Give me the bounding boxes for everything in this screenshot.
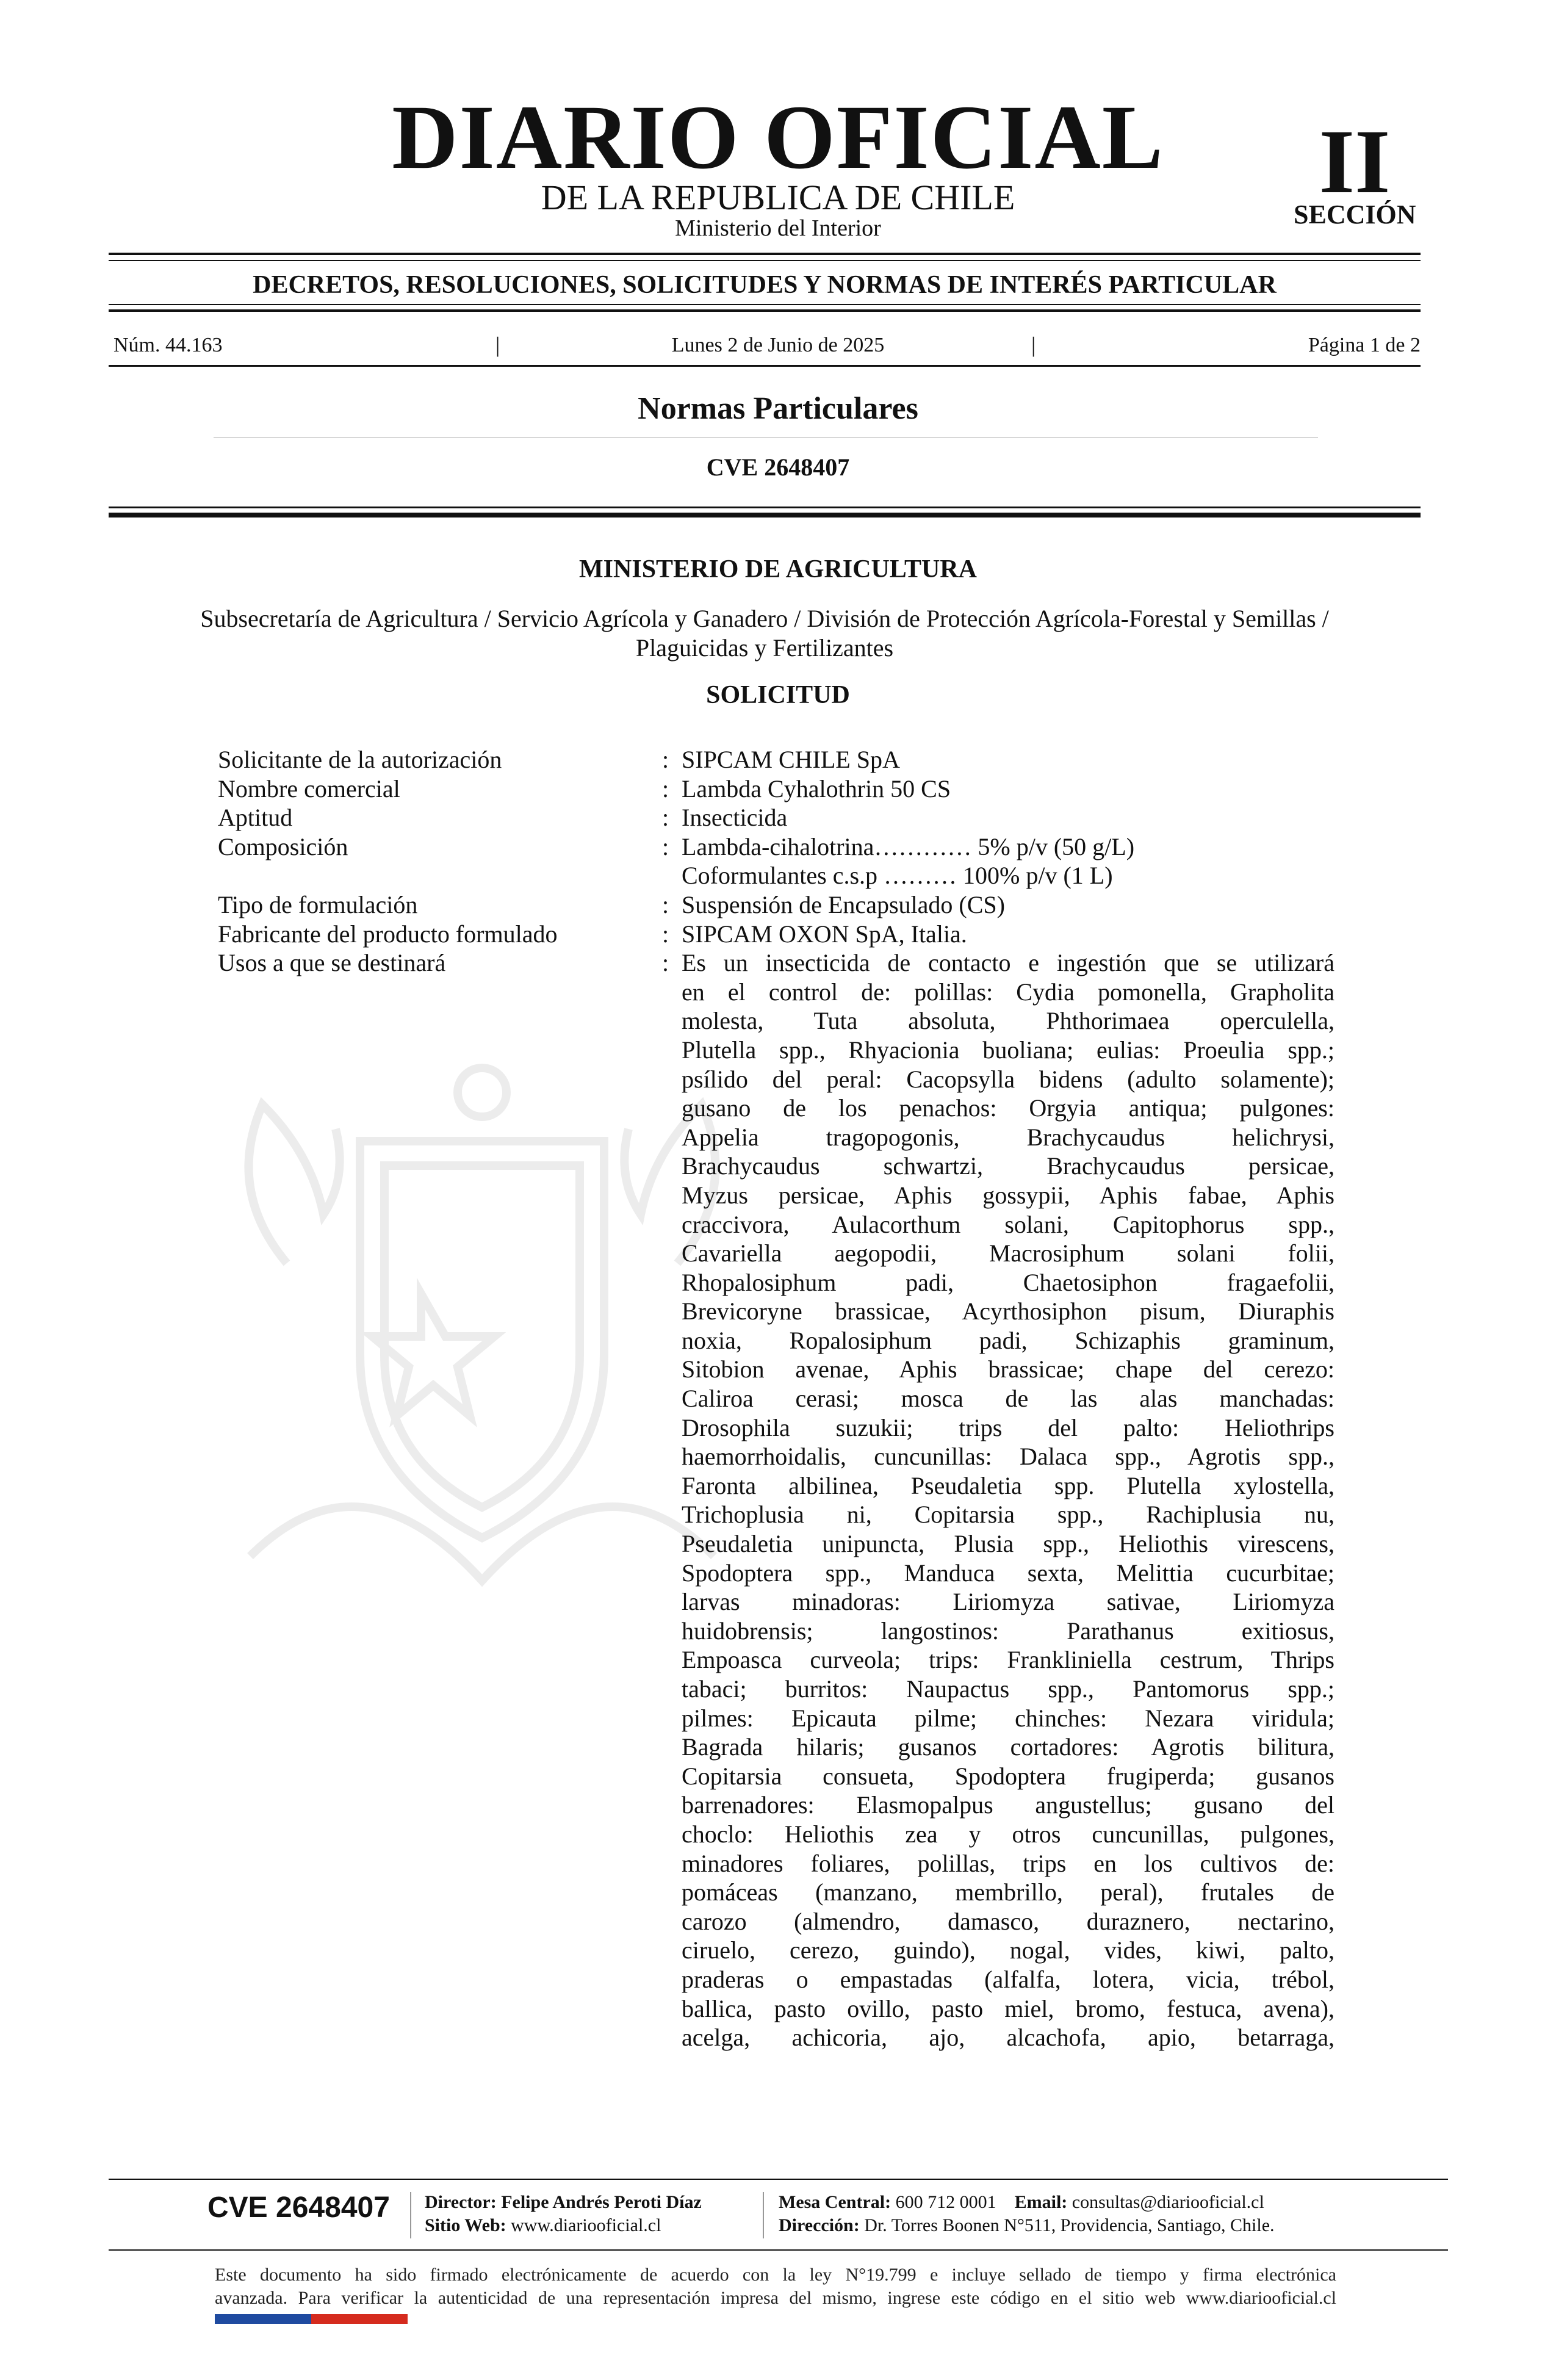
- section-number: II: [1319, 111, 1391, 212]
- uses-line: larvas minadoras: Liriomyza sativae, Liriomyza: [682, 1588, 1334, 1616]
- field-row: [218, 832, 1334, 890]
- field-colon: :: [662, 804, 669, 832]
- uses-line: Drosophila suzukii; trips del palto: Heliothrips: [682, 1413, 1334, 1441]
- composition-line: Coformulantes c.s.p ……… 100% p/v (1 L): [682, 862, 1113, 890]
- field-value: SIPCAM OXON SpA, Italia.: [682, 920, 967, 948]
- uses-line: Caliroa cerasi; mosca de las alas manchadas:: [682, 1385, 1334, 1413]
- uses-line: ciruelo, cerezo, guindo), nogal, vides, kiwi, palto,: [682, 1936, 1334, 1964]
- uses-line: noxia, Ropalosiphum padi, Schizaphis graminum,: [682, 1326, 1334, 1354]
- uses-line: Faronta albilinea, Pseudaletia spp. Plutella xylostella,: [682, 1471, 1334, 1499]
- composition-line: Lambda-cihalotrina………… 5% p/v (50 g/L): [682, 832, 1135, 860]
- field-row: [218, 803, 1334, 832]
- uses-line: Brachycaudus schwartzi, Brachycaudus persicae,: [682, 1152, 1334, 1180]
- uses-line: choclo: Heliothis zea y otros cuncunillas, pulgones,: [682, 1820, 1334, 1848]
- uses-line: tabaci; burritos: Naupactus spp., Pantomorus spp.;: [682, 1675, 1334, 1703]
- issue-separator: |: [1031, 333, 1036, 357]
- uses-line: molesta, Tuta absoluta, Phthorimaea operculella,: [682, 1007, 1334, 1035]
- uses-line: Brevicoryne brassicae, Acyrthosiphon pisum, Diuraphis: [682, 1297, 1334, 1325]
- field-label: Tipo de formulación: [218, 890, 418, 918]
- banner-divider: [109, 304, 1421, 305]
- uses-line: Copitarsia consueta, Spodoptera frugiperda; gusanos: [682, 1762, 1334, 1790]
- uses-line: praderas o empastadas (alfalfa, lotera, vicia, trébol,: [682, 1965, 1334, 1993]
- masthead-subtitle: DE LA REPUBLICA DE CHILE: [541, 178, 1015, 217]
- header-divider: [109, 507, 1421, 508]
- flag-stripe-red: [311, 2314, 408, 2324]
- agency-path-line: Subsecretaría de Agricultura / Servicio Agrícola y Ganadero / División de Protección Agrícola-Forestal y Semillas /: [200, 605, 1329, 632]
- uses-line: Cavariella aegopodii, Macrosiphum solani folii,: [682, 1239, 1334, 1268]
- uses-line: minadores foliares, polillas, trips en los cultivos de:: [682, 1849, 1334, 1877]
- issue-divider: [109, 365, 1421, 367]
- field-colon: :: [662, 920, 669, 948]
- director-name: Felipe Andrés Peroti Díaz: [501, 2192, 702, 2212]
- field-row: [218, 948, 1334, 2052]
- uses-line: Rhopalosiphum padi, Chaetosiphon fragaefolii,: [682, 1268, 1334, 1296]
- uses-line: haemorrhoidalis, cuncunillas: Dalaca spp., Agrotis spp.,: [682, 1443, 1334, 1471]
- footer-contact-left: [425, 2191, 702, 2237]
- uses-line: Pseudaletia unipuncta, Plusia spp., Heliothis virescens,: [682, 1530, 1334, 1558]
- uses-line: pomáceas (manzano, membrillo, peral), frutales de: [682, 1878, 1334, 1906]
- uses-line: pilmes: Epicauta pilme; chinches: Nezara viridula;: [682, 1704, 1334, 1732]
- field-row: [218, 745, 1334, 774]
- ministry-title: MINISTERIO DE AGRICULTURA: [579, 555, 977, 583]
- email-label: Email:: [1014, 2192, 1068, 2212]
- uses-line: Spodoptera spp., Manduca sexta, Melittia cucurbitae;: [682, 1559, 1334, 1587]
- banner-divider: [109, 309, 1421, 312]
- field-value: SIPCAM CHILE SpA: [682, 746, 900, 773]
- footer-cve-code: CVE 2648407: [207, 2191, 390, 2224]
- masthead-divider: [109, 260, 1421, 261]
- field-colon: :: [662, 746, 669, 773]
- field-value: [682, 832, 1334, 890]
- field-label: Fabricante del producto formulado: [218, 920, 558, 948]
- uses-line: barrenadores: Elasmopalpus angustellus; gusano del: [682, 1791, 1334, 1819]
- legal-notice: [215, 2263, 1336, 2310]
- footer-divider: [109, 2179, 1448, 2180]
- uses-line: Trichoplusia ni, Copitarsia spp., Rachiplusia nu,: [682, 1501, 1334, 1529]
- masthead-title: DIARIO OFICIAL: [392, 87, 1164, 188]
- agency-path-line: Plaguicidas y Fertilizantes: [635, 634, 894, 662]
- application-details: [218, 745, 1334, 2052]
- cve-code: CVE 2648407: [706, 453, 850, 481]
- uses-line: gusano de los penachos: Orgyia antiqua; pulgones:: [682, 1094, 1334, 1122]
- legal-notice-line: Este documento ha sido firmado electrónicamente de acuerdo con la ley N°19.799 e incluye sellado de tiempo y firma electrónica: [215, 2265, 1336, 2285]
- website-label: Sitio Web:: [425, 2215, 506, 2235]
- field-label: Aptitud: [218, 804, 293, 832]
- page-indicator: Página 1 de 2: [1308, 334, 1421, 356]
- field-colon: :: [662, 774, 669, 802]
- field-row: [218, 920, 1334, 949]
- field-colon: :: [662, 890, 669, 918]
- uses-line: en el control de: polillas: Cydia pomonella, Grapholita: [682, 978, 1334, 1006]
- section-label: SECCIÓN: [1294, 200, 1416, 229]
- uses-line: carozo (almendro, damasco, duraznero, nectarino,: [682, 1907, 1334, 1935]
- uses-line: Myzus persicae, Aphis gossypii, Aphis fabae, Aphis: [682, 1181, 1334, 1209]
- field-row: [218, 774, 1334, 804]
- issue-number: Núm. 44.163: [113, 334, 223, 356]
- masthead-ministry: Ministerio del Interior: [675, 215, 881, 241]
- masthead-divider: [109, 253, 1421, 255]
- field-label: Usos a que se destinará: [218, 949, 446, 977]
- field-colon: :: [662, 949, 669, 977]
- field-value: Suspensión de Encapsulado (CS): [682, 890, 1005, 918]
- uses-line: Empoasca curveola; trips: Frankliniella cestrum, Thrips: [682, 1646, 1334, 1674]
- address-value: Dr. Torres Boonen N°511, Providencia, Santiago, Chile.: [864, 2215, 1275, 2235]
- footer-divider: [109, 2249, 1448, 2251]
- uses-line: craccivora, Aulacorthum solani, Capitophorus spp.,: [682, 1210, 1334, 1238]
- section-heading: Normas Particulares: [638, 391, 918, 426]
- uses-line: Bagrada hilaris; gusanos cortadores: Agrotis bilitura,: [682, 1733, 1334, 1761]
- issue-separator: |: [495, 333, 500, 357]
- banner-title: DECRETOS, RESOLUCIONES, SOLICITUDES Y NORMAS DE INTERÉS PARTICULAR: [253, 271, 1277, 299]
- field-value: Lambda Cyhalothrin 50 CS: [682, 774, 951, 802]
- website-link[interactable]: www.diariooficial.cl: [511, 2215, 661, 2235]
- heading-divider: [214, 437, 1318, 438]
- uses-line: Appelia tragopogonis, Brachycaudus helichrysi,: [682, 1123, 1334, 1151]
- header-divider: [109, 513, 1421, 517]
- field-label: Solicitante de la autorización: [218, 746, 502, 773]
- footer-contact-right: [779, 2191, 1275, 2237]
- issue-date: Lunes 2 de Junio de 2025: [671, 334, 885, 356]
- field-value: Insecticida: [682, 804, 788, 832]
- phone-label: Mesa Central:: [779, 2192, 891, 2212]
- address-label: Dirección:: [779, 2215, 860, 2235]
- field-colon: :: [662, 832, 669, 860]
- legal-notice-line: avanzada. Para verificar la autenticidad de una representación impresa del mismo, ingrese este código en el sitio web www.diariooficial.cl: [215, 2288, 1336, 2308]
- phone-value: 600 712 0001: [895, 2192, 996, 2212]
- flag-stripe-blue: [215, 2314, 311, 2324]
- field-row: [218, 890, 1334, 920]
- document-type: SOLICITUD: [706, 681, 850, 709]
- uses-line: acelga, achicoria, ajo, alcachofa, apio, betarraga,: [682, 2024, 1334, 2052]
- agency-path: [109, 604, 1421, 663]
- email-link[interactable]: consultas@diariooficial.cl: [1072, 2192, 1264, 2212]
- footer-separator: [763, 2192, 764, 2238]
- footer-separator: [410, 2192, 411, 2238]
- uses-line: psílido del peral: Cacopsylla bidens (adulto solamente);: [682, 1065, 1334, 1093]
- uses-line: Plutella spp., Rhyacionia buoliana; eulias: Proeulia spp.;: [682, 1036, 1334, 1064]
- uses-line: Sitobion avenae, Aphis brassicae; chape del cerezo:: [682, 1355, 1334, 1383]
- director-label: Director:: [425, 2192, 497, 2212]
- uses-line: Es un insecticida de contacto e ingestión que se utilizará: [682, 949, 1334, 977]
- uses-line: ballica, pasto ovillo, pasto miel, bromo, festuca, avena),: [682, 1994, 1334, 2022]
- field-label: Composición: [218, 832, 348, 860]
- uses-text: [682, 948, 1334, 2052]
- uses-line: huidobrensis; langostinos: Parathanus exitiosus,: [682, 1617, 1334, 1645]
- field-label: Nombre comercial: [218, 774, 400, 802]
